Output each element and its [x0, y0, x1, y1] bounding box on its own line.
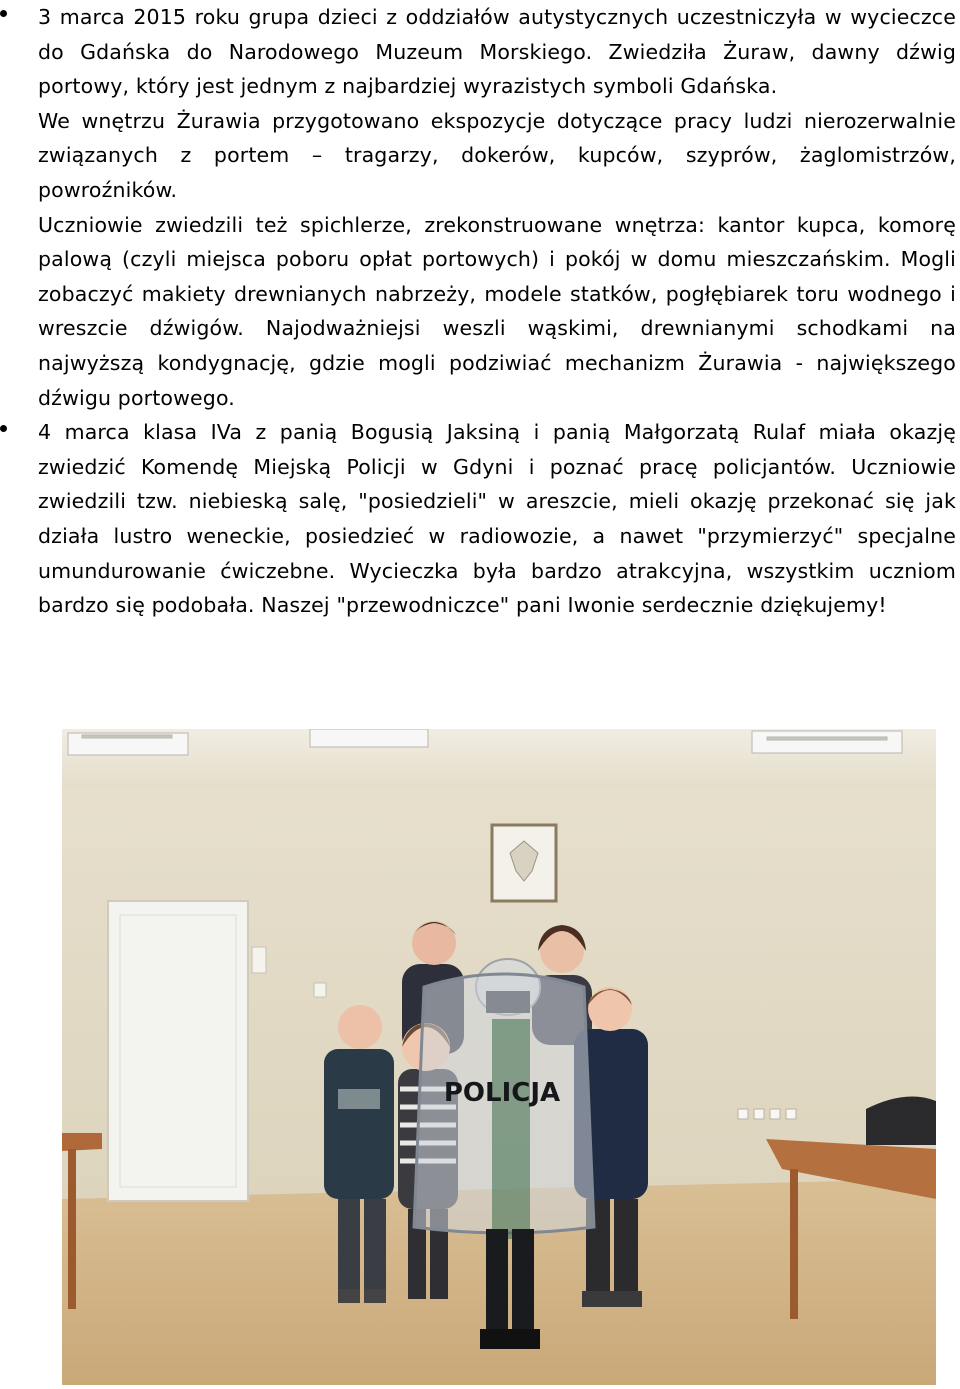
paragraph-crane-interior: We wnętrzu Żurawia przygotowano ekspozycje dotyczące pracy ludzi nierozerwalnie związanych z portem – tragarzy, dokerów, kupców, szyprów, żaglomistrzów, powroźników.	[38, 108, 956, 202]
list-item-police-visit	[0, 415, 960, 623]
list-item-museum-trip	[0, 0, 960, 415]
paragraph-intro: 3 marca 2015 roku grupa dzieci z oddziałów autystycznych uczestniczyła w wycieczce do Gdańska do Narodowego Muzeum Morskiego. Zwiedziła Żuraw, dawny dźwig portowy, który jest jednym z najbardziej wyrazistych symboli Gdańska.	[38, 5, 956, 99]
group-photo	[62, 729, 936, 1385]
paragraph-granaries: Uczniowie zwiedzili też spichlerze, zrekonstruowane wnętrza: kantor kupca, komorę palową (czyli miejsca poboru opłat portowych) i pokój w domu mieszczańskim. Mogli zobaczyć makiety drewnianych nabrzeży, modele statków, pogłębiarek toru wodnego i wreszcie dźwigów. Najodważniejsi weszli wąskimi, drewnianymi schodkami na najwyższą kondygnację, gdzie mogli podziwiać mechanizm Żurawia - największego dźwigu portowego.	[38, 212, 956, 410]
paragraph-police-visit: 4 marca klasa IVa z panią Bogusią Jaksiną i panią Małgorzatą Rulaf miała okazję zwiedzić Komendę Miejską Policji w Gdyni i poznać pracę policjantów. Uczniowie zwiedzili tzw. niebieską salę, "posiedzieli" w areszcie, mieli okazję przekonać się jak działa lustro weneckie, posiedzieć w radiowozie, a nawet "przymierzyć" specjalne umundurowanie ćwiczebne. Wycieczka była bardzo atrakcyjna, wszystkim uczniom bardzo się podobała. Naszej "przewodniczce" pani Iwonie serdecznie dziękujemy!	[38, 420, 956, 618]
bullet-icon	[0, 10, 7, 17]
shield-label: POLICJA	[443, 1078, 561, 1108]
bullet-icon	[0, 425, 7, 432]
bullet-list	[0, 0, 960, 623]
